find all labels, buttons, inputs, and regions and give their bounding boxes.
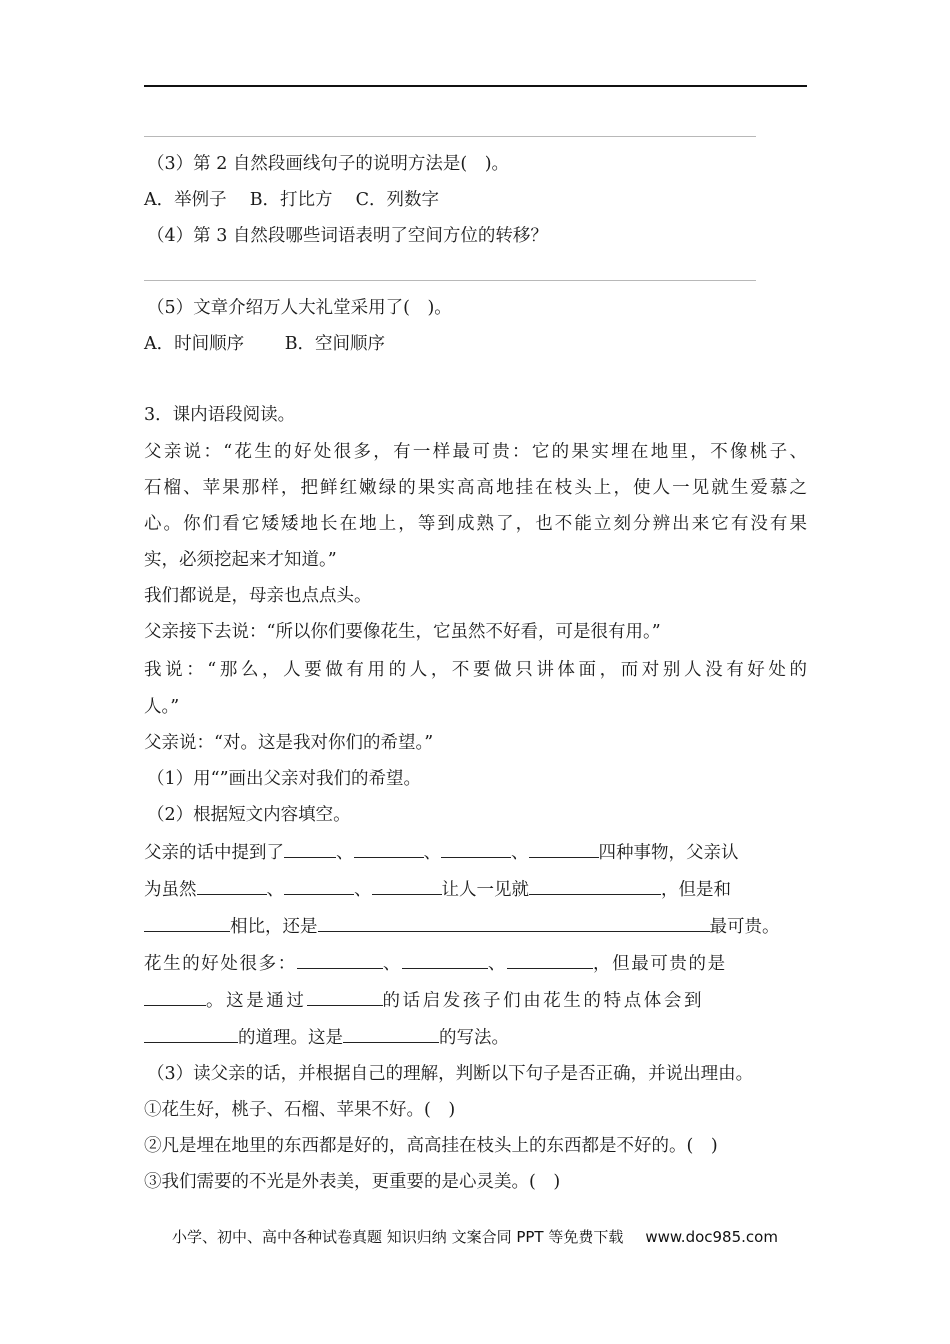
judge-item: ③我们需要的不光是外表美，更重要的是心灵美。( ) [144, 1172, 561, 1192]
question-2-4: （4）第 3 自然段哪些词语表明了空间方位的转移？ [147, 226, 548, 246]
fill-blank[interactable] [144, 1025, 238, 1043]
fill-line-3 [144, 914, 807, 939]
fill-blank[interactable] [197, 877, 267, 895]
fill-blank[interactable] [284, 840, 336, 858]
fill-blank[interactable] [284, 877, 354, 895]
fill-blank[interactable] [318, 914, 710, 932]
question-3-3: （3）读父亲的话，并根据自己的理解，判断以下句子是否正确，并说出理由。 [147, 1064, 754, 1084]
passage-line: 我们都说是，母亲也点点头。 [144, 586, 372, 606]
passage-line: 父亲说：“花生的好处很多，有一样最可贵：它的果实埋在地里，不像桃子、 [144, 442, 807, 462]
question-3-1: （1）用“”画出父亲对我们的希望。 [147, 769, 422, 789]
question-2-5-options: A．时间顺序 B．空间顺序 [144, 334, 386, 354]
fill-text: 让人一见就 [441, 880, 529, 900]
fill-text: 花生的好处很多： [144, 954, 297, 974]
fill-sep: 、 [266, 880, 284, 900]
answer-line-q2-4 [144, 280, 756, 281]
passage-line: 父亲接下去说：“所以你们要像花生，它虽然不好看，可是很有用。” [144, 622, 661, 642]
fill-sep: 、 [423, 843, 441, 863]
fill-sep: 、 [354, 880, 372, 900]
passage-line: 实，必须挖起来才知道。” [144, 550, 337, 570]
fill-line-4 [144, 951, 807, 976]
passage-line: 父亲说：“对。这是我对你们的希望。” [144, 733, 434, 753]
fill-blank[interactable] [529, 877, 661, 895]
question-3-title: 3．课内语段阅读。 [144, 405, 296, 425]
question-2-5: （5）文章介绍万人大礼堂采用了( )。 [147, 298, 452, 318]
passage-line: 心。你们看它矮矮地长在地上，等到成熟了，也不能立刻分辨出来它有没有果 [144, 514, 807, 534]
fill-blank[interactable] [441, 840, 511, 858]
footer-text: 小学、初中、高中各种试卷真题 知识归纳 文案合同 PPT 等免费下载 [172, 1228, 624, 1246]
fill-blank[interactable] [507, 951, 593, 969]
fill-line-2 [144, 877, 807, 902]
fill-blank[interactable] [144, 914, 230, 932]
fill-text: ，但最可贵的是 [593, 954, 727, 974]
fill-sep: 、 [382, 954, 402, 974]
fill-sep: 、 [511, 843, 529, 863]
judge-item: ①花生好，桃子、石榴、苹果不好。( ) [144, 1100, 456, 1120]
fill-blank[interactable] [343, 1025, 439, 1043]
fill-text: 四种事物，父亲认 [598, 843, 739, 863]
passage-line: 人。” [144, 697, 180, 717]
fill-line-1 [144, 840, 807, 865]
fill-blank[interactable] [297, 951, 383, 969]
fill-blank[interactable] [402, 951, 488, 969]
fill-text: 相比，还是 [230, 917, 318, 937]
passage-line: 我说：“那么，人要做有用的人，不要做只讲体面，而对别人没有好处的 [144, 660, 807, 680]
fill-text: 为虽然 [144, 880, 197, 900]
fill-blank[interactable] [307, 988, 383, 1006]
fill-sep: 、 [487, 954, 508, 974]
fill-blank[interactable] [354, 840, 424, 858]
fill-text: ，但是和 [661, 880, 731, 900]
question-3-2: （2）根据短文内容填空。 [147, 805, 351, 825]
fill-line-5 [144, 988, 807, 1013]
header-rule [144, 85, 807, 87]
page-footer [0, 1227, 950, 1247]
fill-blank[interactable] [372, 877, 442, 895]
fill-text: 最可贵。 [709, 917, 780, 937]
footer-url[interactable]: www.doc985.com [645, 1228, 778, 1246]
passage-line: 石榴、苹果那样，把鲜红嫩绿的果实高高地挂在枝头上，使人一见就生爱慕之 [144, 478, 807, 498]
fill-sep: 、 [336, 843, 354, 863]
question-2-3-options: A．举例子 B．打比方 C．列数字 [144, 190, 440, 210]
fill-line-6 [144, 1025, 807, 1050]
fill-text: 的写法。 [439, 1028, 509, 1048]
fill-blank[interactable] [529, 840, 599, 858]
question-2-3: （3）第 2 自然段画线句子的说明方法是( )。 [147, 154, 510, 174]
fill-text: 的道理。这是 [238, 1028, 343, 1048]
fill-text: 父亲的话中提到了 [144, 843, 284, 863]
fill-text: 的话启发孩子们由花生的特点体会到 [382, 991, 705, 1011]
fill-text: 。这是通过 [206, 991, 307, 1011]
answer-line-q2-2 [144, 136, 756, 137]
fill-blank[interactable] [144, 988, 206, 1006]
judge-item: ②凡是埋在地里的东西都是好的，高高挂在枝头上的东西都是不好的。( ) [144, 1136, 718, 1156]
